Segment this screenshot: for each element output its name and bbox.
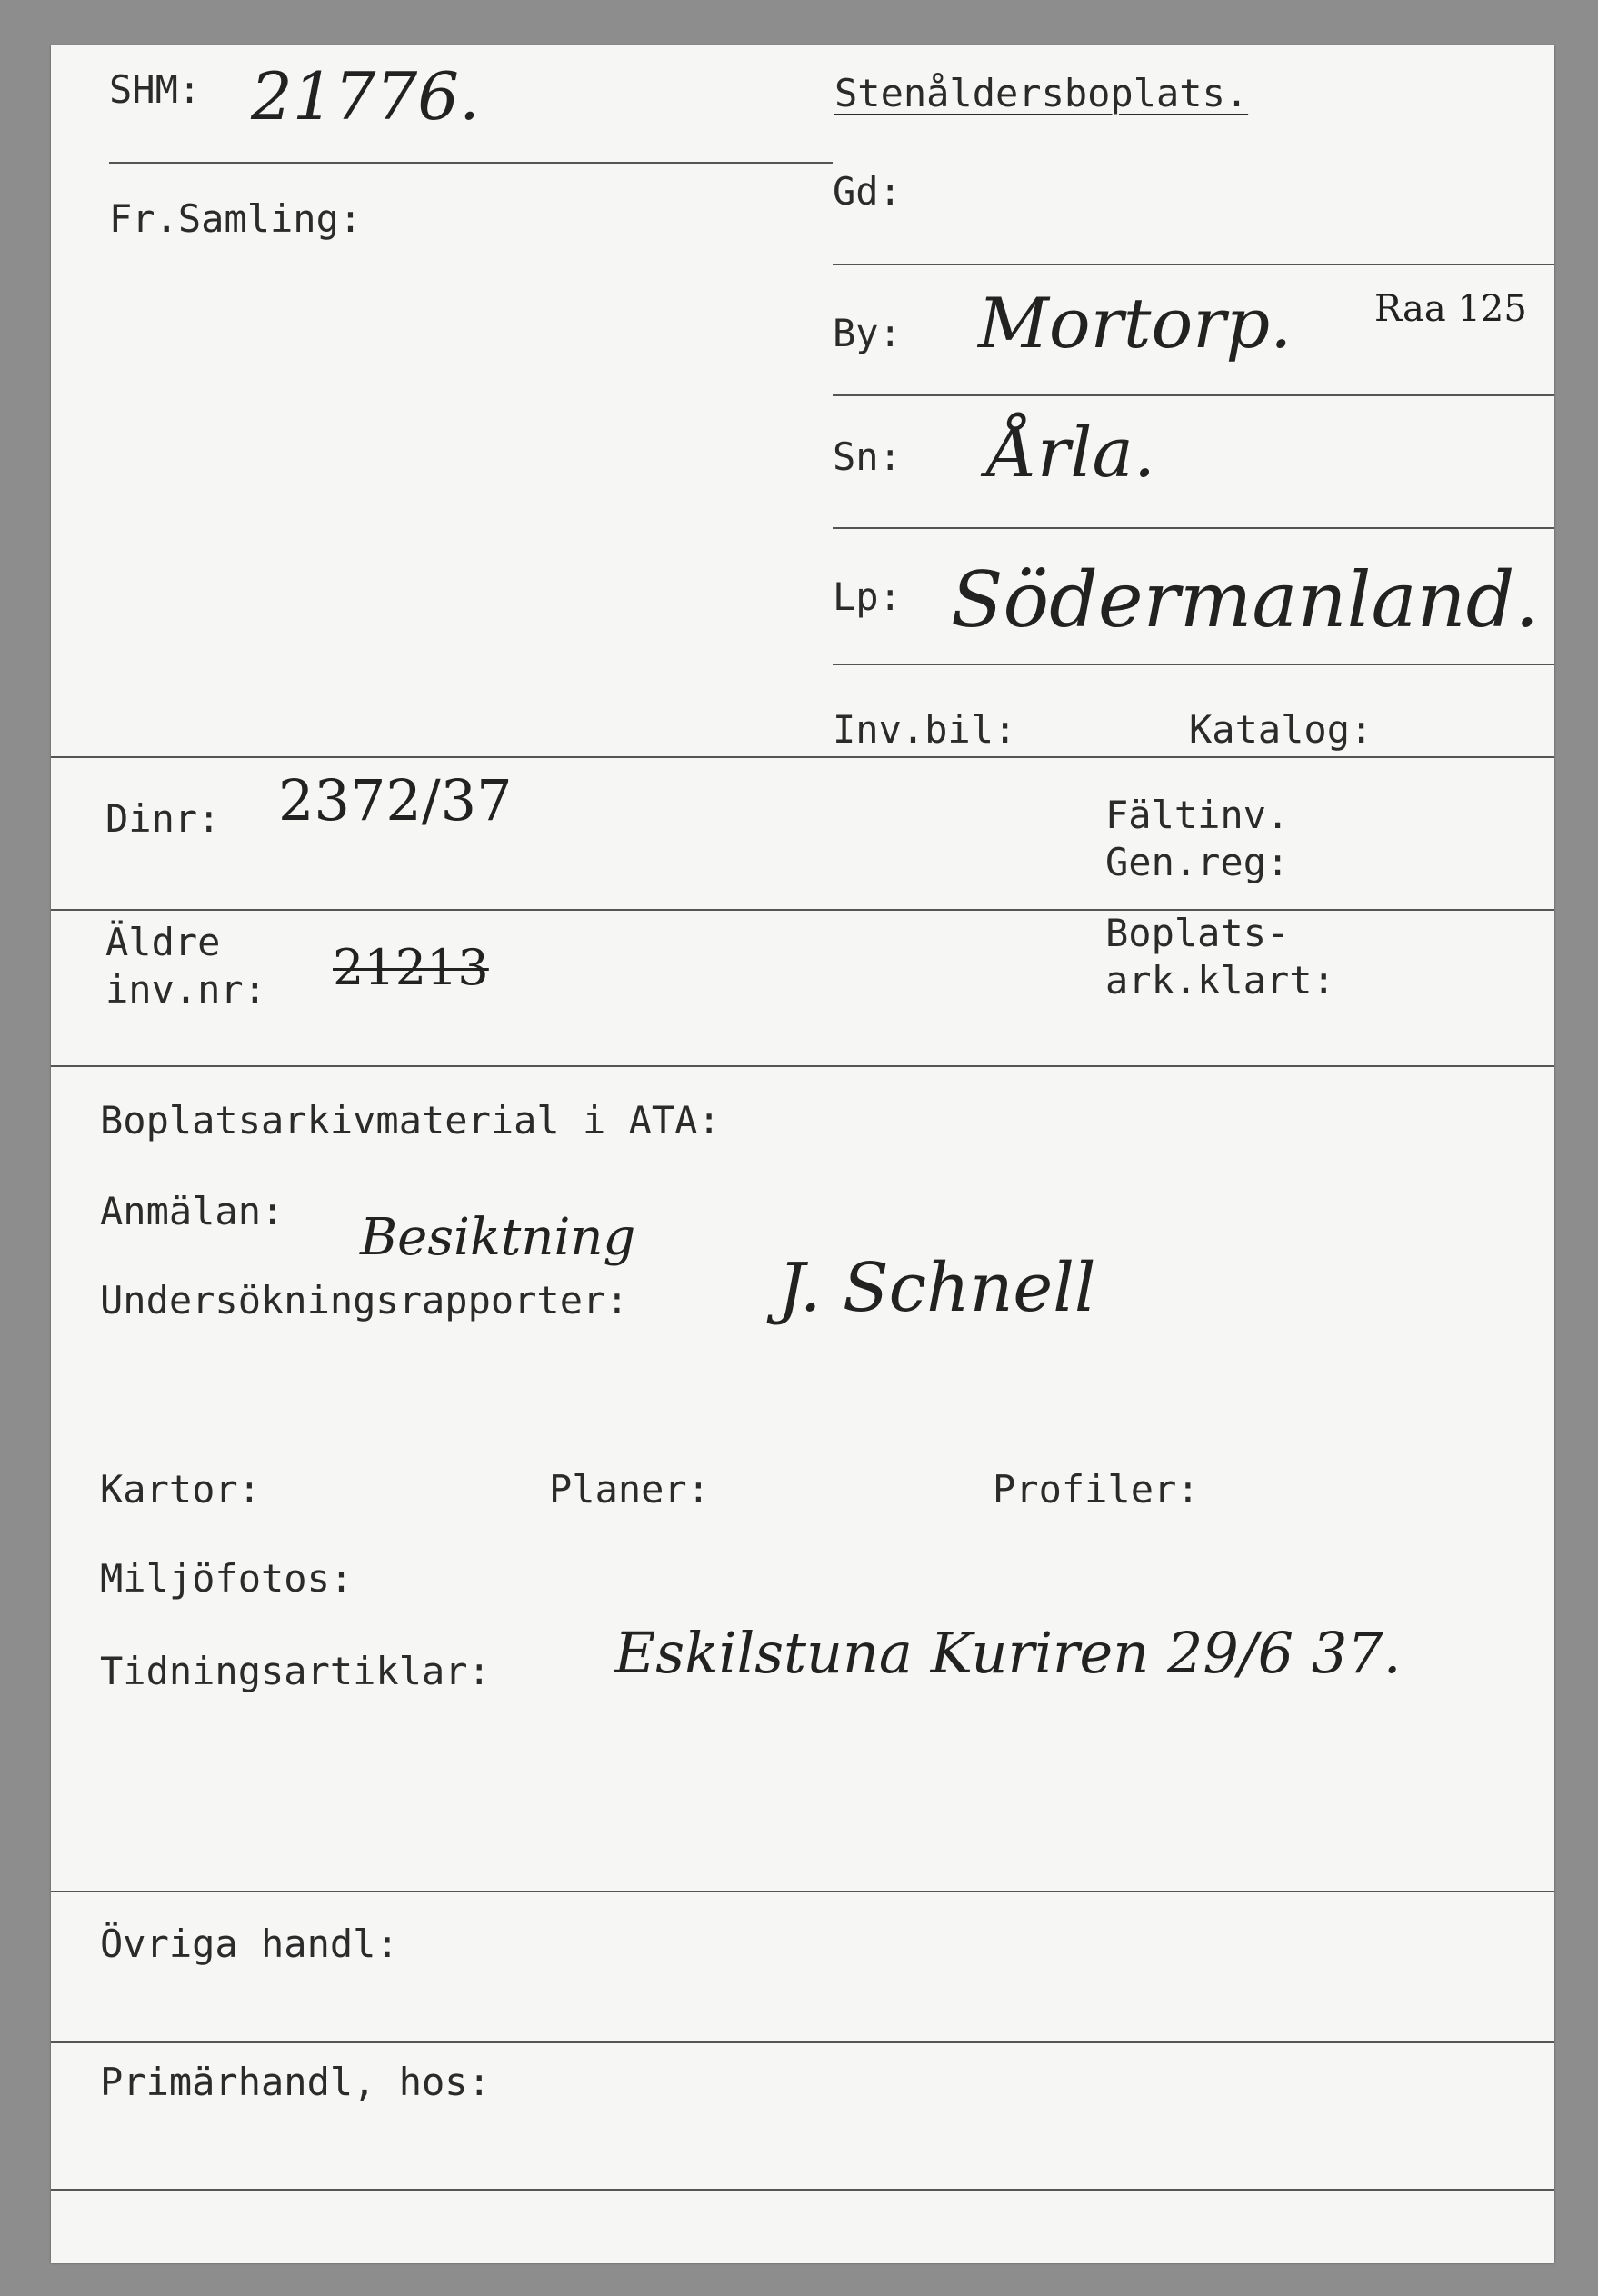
dinr-label: Dinr:	[105, 796, 221, 841]
profiler-label: Profiler:	[993, 1467, 1200, 1512]
raa-note: Raa 125	[1374, 288, 1527, 330]
katalog-label: Katalog:	[1189, 707, 1373, 752]
section-divider-5	[51, 2041, 1554, 2043]
sn-label: Sn:	[833, 434, 902, 479]
sn-line	[833, 527, 1554, 529]
section-divider-4	[51, 1891, 1554, 1892]
section-divider-6	[51, 2189, 1554, 2191]
anmalan-label: Anmälan:	[100, 1189, 285, 1233]
primarhandl-label: Primärhandl, hos:	[100, 2060, 491, 2104]
tidningsartiklar-value: Eskilstuna Kuriren 29/6 37.	[614, 1620, 1402, 1686]
planer-label: Planer:	[549, 1467, 711, 1512]
ark-klart-label: ark.klart:	[1105, 958, 1335, 1003]
besiktning-value: Besiktning	[360, 1208, 636, 1267]
lp-label: Lp:	[833, 574, 902, 619]
lp-line	[833, 664, 1554, 665]
gd-line	[833, 264, 1554, 265]
lp-value: Södermanland.	[951, 555, 1540, 644]
inv-bil-label: Inv.bil:	[833, 707, 1017, 752]
old-inv-nr-value: 21213	[333, 939, 489, 996]
tidningsartiklar-label: Tidningsartiklar:	[100, 1649, 491, 1693]
shm-value: 21776.	[251, 58, 480, 135]
ovriga-handl-label: Övriga handl:	[100, 1922, 399, 1966]
gen-reg-label: Gen.reg:	[1105, 840, 1290, 884]
dinr-value: 2372/37	[278, 767, 513, 834]
by-line	[833, 394, 1554, 396]
fr-samling-label: Fr.Samling:	[109, 196, 363, 241]
miljofotos-label: Miljöfotos:	[100, 1556, 354, 1601]
section-divider-1	[51, 756, 1554, 758]
undersokning-label: Undersökningsrapporter:	[100, 1278, 629, 1323]
shm-label: SHM:	[109, 67, 202, 112]
gd-label: Gd:	[833, 169, 902, 214]
inv-nr-label: inv.nr:	[105, 967, 267, 1012]
card-type-title: Stenåldersboplats.	[834, 71, 1249, 115]
by-value: Mortorp.	[978, 283, 1293, 364]
header-divider	[109, 162, 833, 164]
section-divider-2	[51, 909, 1554, 911]
archive-heading: Boplatsarkivmaterial i ATA:	[100, 1098, 721, 1143]
section-divider-3	[51, 1065, 1554, 1067]
faltinv-label: Fältinv.	[1105, 793, 1290, 837]
kartor-label: Kartor:	[100, 1467, 262, 1512]
archive-card	[51, 45, 1554, 2263]
boplats-label: Boplats-	[1105, 911, 1290, 955]
aldre-label: Äldre	[105, 920, 221, 964]
sn-value: Årla.	[987, 412, 1155, 493]
by-label: By:	[833, 311, 902, 355]
undersokning-value: J. Schnell	[778, 1249, 1096, 1327]
